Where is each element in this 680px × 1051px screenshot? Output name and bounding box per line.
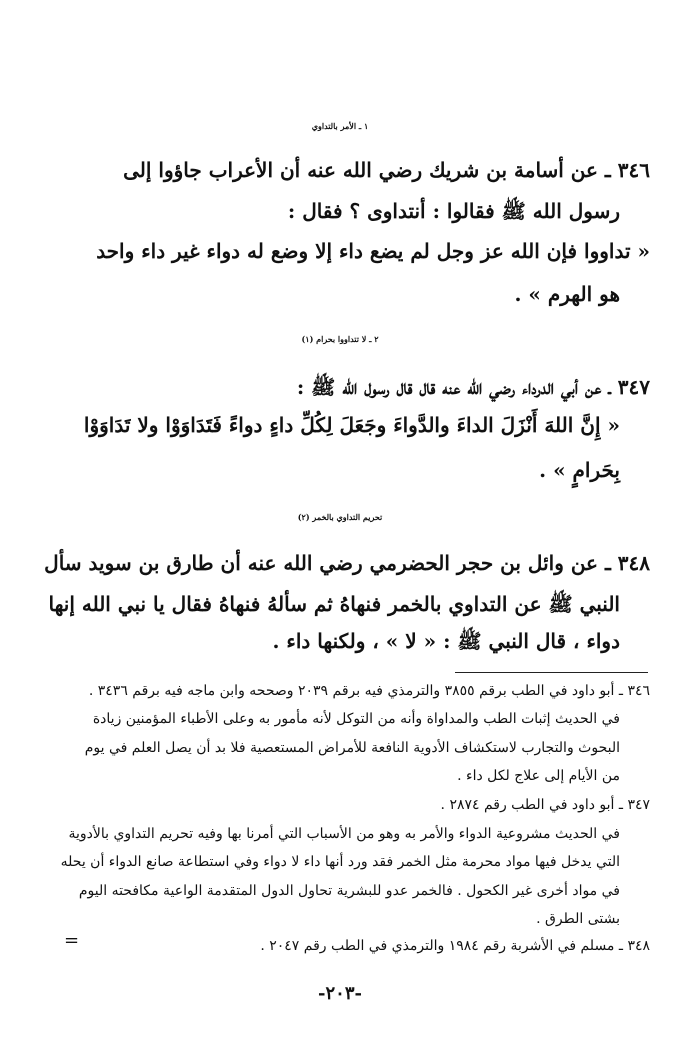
section-heading-2: ٢ ـ لا تتداووا بحرام (١)	[301, 334, 379, 344]
footnote-348-source: ٣٤٨ ـ مسلم في الأشربة رقم ١٩٨٤ والترمذي في الطب رقم ٢٠٤٧ .	[260, 938, 650, 954]
margin-equals-mark: =	[64, 930, 80, 951]
footnote-346-note-1: في الحديث إثبات الطب والمداواة وأنه من التوكل لأنه مأمور به وعلى الأطباء المؤمنين زيادة	[92, 711, 620, 727]
hadith-346-line-1: ٣٤٦ ـ عن أسامة بن شريك رضي الله عنه أن الأعراب جاؤوا إلى	[123, 158, 650, 182]
hadith-347-line-2: « إِنَّ اللهَ أَنْزَلَ الداءَ والدَّواءَ وجَعَلَ لِكُلِّ داءٍ دواءً فَتَدَاوَوْا ولا تَدَاوَوْا	[83, 413, 620, 437]
hadith-347-line-3: بِحَرامٍ » .	[539, 458, 620, 482]
hadith-348-line-1: ٣٤٨ ـ عن وائل بن حجر الحضرمي رضي الله عنه أن طارق بن سويد سأل	[44, 551, 650, 575]
footnote-346-source: ٣٤٦ ـ أبو داود في الطب برقم ٣٨٥٥ والترمذي فيه برقم ٢٠٣٩ وصححه وابن ماجه فيه برقم ٣٤٣٦ .	[88, 683, 650, 699]
footnote-347-note-3: في مواد أخرى غير الكحول . فالخمر عدو للبشرية تحاول الدول المتقدمة الواعية مكافحته اليوم	[78, 883, 620, 899]
hadith-347-line-1: ٣٤٧ ـ عن أبي الدرداء رضي الله عنه قال قال رسول الله ﷺ :	[296, 375, 650, 399]
hadith-346-line-4: هو الهرم » .	[514, 282, 620, 306]
footnote-346-note-3: من الأيام إلى علاج لكل داء .	[457, 768, 620, 784]
hadith-346-line-3: « تداووا فإن الله عز وجل لم يضع داء إلا وضع له دواء غير داء واحد	[96, 239, 650, 263]
footnote-347-note-4: بشتى الطرق .	[536, 911, 620, 927]
footnote-346-note-2: البحوث والتجارب لاستكشاف الأدوية النافعة للأمراض المستعصية فلا بد أن يصل العلم في يوم	[84, 740, 620, 756]
hadith-346-line-2: رسول الله ﷺ فقالوا : أنتداوى ؟ فقال :	[287, 199, 620, 223]
section-heading-1: ١ ـ الأمر بالتداوي	[311, 121, 369, 131]
section-heading-3: تحريم التداوي بالخمر (٢)	[297, 512, 383, 522]
footnote-347-note-1: في الحديث مشروعية الدواء والأمر به وهو من الأسباب التي أمرنا بها وفيه تحريم التداوي بالأدوية	[68, 826, 620, 842]
footnote-347-note-2: التي يدخل فيها مواد محرمة مثل الخمر فقد ورد أنها داء لا دواء وفي استطاعة صانع الدواء أن يحله	[60, 854, 620, 870]
page-number: -٢٠٣-	[318, 983, 362, 1004]
footnote-347-source: ٣٤٧ ـ أبو داود في الطب رقم ٢٨٧٤ .	[440, 797, 650, 813]
footnote-separator	[455, 672, 648, 673]
hadith-348-line-2: النبي ﷺ عن التداوي بالخمر فنهاهُ ثم سألهُ فنهاهُ فقال يا نبي الله إنها	[48, 592, 620, 616]
hadith-348-line-3: دواء ، قال النبي ﷺ : « لا » ، ولكنها داء .	[272, 629, 620, 653]
